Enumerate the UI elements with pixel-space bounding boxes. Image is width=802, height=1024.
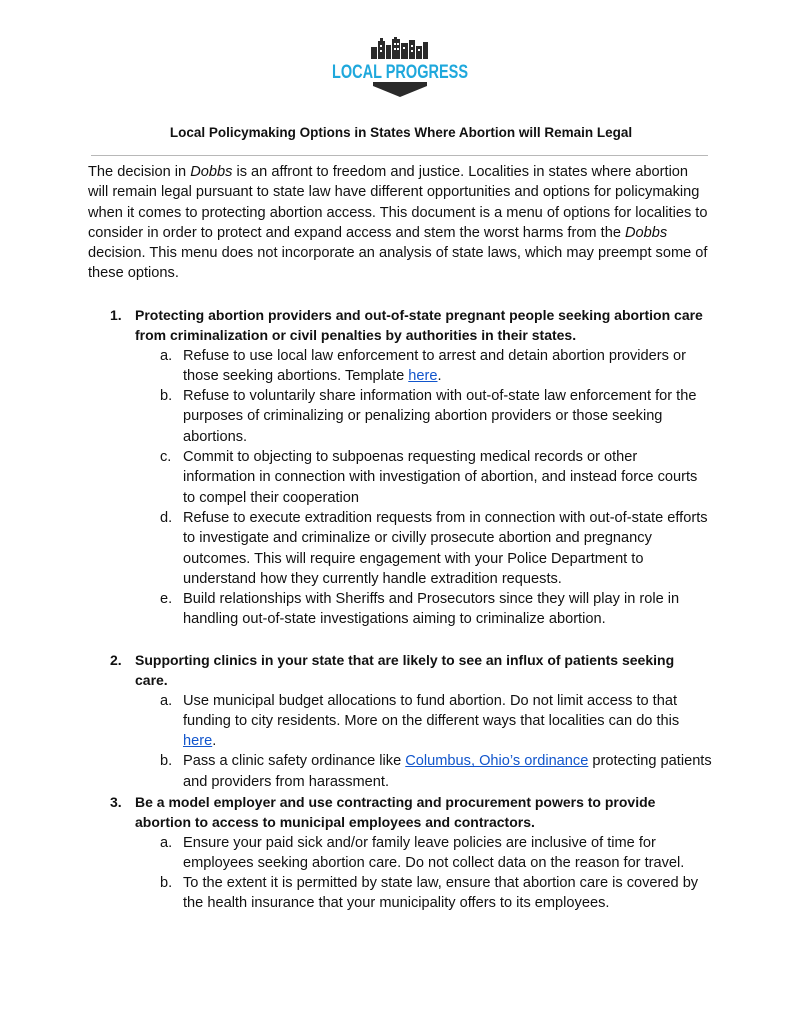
title-divider bbox=[91, 155, 708, 156]
item-letter: a. bbox=[160, 692, 173, 709]
list-item: b. Refuse to voluntarily share information with out-of-state law enforcement for the purposes of criminalizing or penalizing abortion providers or those seeking abortions. bbox=[160, 388, 697, 445]
item-letter: d. bbox=[160, 509, 173, 526]
template-here-link[interactable]: here bbox=[408, 367, 438, 384]
section-number: 1. bbox=[110, 307, 122, 323]
item-letter: b. bbox=[160, 753, 173, 770]
section-model-employer bbox=[0, 792, 802, 914]
columbus-ordinance-link[interactable]: Columbus, Ohio’s ordinance bbox=[405, 753, 589, 770]
logo-wordmark: LOCAL PROGRESS bbox=[332, 62, 468, 83]
item-letter: b. bbox=[160, 388, 173, 405]
section-heading-text: Supporting clinics in your state that are likely to see an influx of patients seeking care. bbox=[135, 652, 675, 689]
item-letter: c. bbox=[160, 449, 172, 466]
section-number: 3. bbox=[110, 794, 122, 810]
item-letter: b. bbox=[160, 875, 173, 892]
list-item: b. To the extent it is permitted by state law, ensure that abortion care is covered by the health insurance that your municipality offers to its employees. bbox=[160, 875, 699, 912]
intro-paragraph: The decision in Dobbs is an affront to freedom and justice. Localities in states where abortion will remain legal pursuant to state law have different opportunities and options for policymaking when it comes to protecting abortion access. This document is a menu of options for localities to consider in order to protect and expand access and stem the worst harms from the Dobbs decision. This menu does not incorporate an analysis of state laws, which may preempt some of these options. bbox=[88, 164, 708, 282]
list-item: a. Use municipal budget allocations to fund abortion. Do not limit access to that funding to city residents. More on the different ways that localities can do this here. bbox=[160, 692, 680, 750]
section-heading bbox=[0, 792, 802, 833]
list-item: a. Refuse to use local law enforcement to arrest and detain abortion providers or those seeking abortions. Template here. bbox=[160, 347, 686, 384]
section-heading bbox=[0, 305, 802, 346]
document-title: Local Policymaking Options in States Where Abortion will Remain Legal bbox=[169, 125, 633, 140]
funding-here-link[interactable]: here bbox=[183, 733, 213, 750]
section-supporting-clinics bbox=[0, 650, 802, 792]
section-heading-text: Be a model employer and use contracting and procurement powers to provide abortion to access to municipal employees and contractors. bbox=[135, 794, 656, 831]
item-letter: a. bbox=[160, 834, 173, 851]
section-heading-text: Protecting abortion providers and out-of-state pregnant people seeking abortion care from criminalization or civil penalties by authorities in their states. bbox=[135, 307, 703, 344]
item-letter: a. bbox=[160, 347, 173, 364]
list-item: e. Build relationships with Sheriffs and Prosecutors since they will play in role in handling out-of-state investigations aiming to criminalize abortion. bbox=[160, 591, 680, 628]
list-item: d. Refuse to execute extradition requests from in connection with out-of-state efforts to investigate and criminalize or civilly prosecute abortion and pregnancy outcomes. This will require engagement with your Police Department to understand how they currently handle extradition requests. bbox=[160, 509, 708, 587]
section-number: 2. bbox=[110, 652, 122, 668]
list-item: c. Commit to objecting to subpoenas requesting medical records or other information in connection with investigation of abortion, and instead force courts to compel their cooperation bbox=[160, 449, 698, 506]
case-name-dobbs: Dobbs bbox=[625, 224, 668, 241]
item-letter: e. bbox=[160, 591, 173, 608]
list-item: b. Pass a clinic safety ordinance like Columbus, Ohio’s ordinance protecting patients and providers from harassment. bbox=[160, 753, 712, 790]
section-protecting-providers bbox=[0, 305, 802, 630]
local-progress-logo bbox=[330, 37, 470, 99]
section-heading bbox=[0, 650, 802, 691]
case-name-dobbs: Dobbs bbox=[190, 164, 233, 180]
list-item: a. Ensure your paid sick and/or family leave policies are inclusive of time for employees seeking abortion care. Do not collect data on the reason for travel. bbox=[160, 834, 685, 871]
